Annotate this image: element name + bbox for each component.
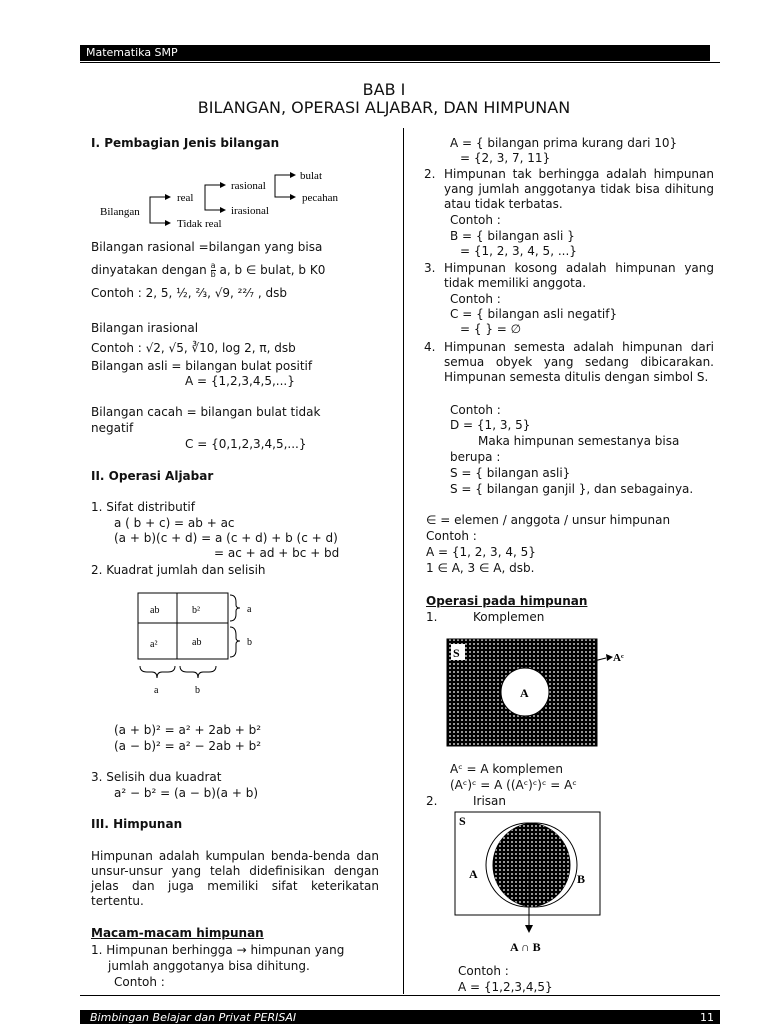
irisan-venn	[450, 808, 610, 958]
tree-pecahan: pecahan	[302, 192, 339, 204]
himpunan-definition: Himpunan adalah kumpulan benda-benda dan unsur-unsur yang telah didefinisikan dengan jelas dan juga memiliki sifat keterikatan tertentu.	[91, 849, 379, 908]
cacah-def-1: Bilangan cacah = bilangan bulat tidak	[91, 405, 321, 419]
cacah-set: C = {0,1,2,3,4,5,...}	[185, 437, 307, 451]
cacah-def-2: negatif	[91, 421, 134, 435]
macam-3-set-values: = { } = ∅	[460, 322, 522, 336]
tree-irasional: irasional	[231, 205, 269, 217]
op-distributive-c: = ac + ad + bc + bd	[214, 546, 340, 560]
irasional-label: Bilangan irasional	[91, 321, 199, 335]
macam-3-number: 3.	[424, 261, 436, 275]
brace-a-bottom: a	[154, 685, 159, 696]
header-label: Matematika SMP	[86, 46, 178, 59]
venn2-b-label: B	[577, 872, 586, 886]
macam-3-contoh: Contoh :	[450, 292, 501, 306]
op-diff-squares: 3. Selisih dua kuadrat	[91, 770, 222, 784]
venn1-ac-label: Aᶜ	[613, 652, 624, 664]
op-distributive: 1. Sifat distributif	[91, 500, 195, 514]
macam-4-number: 4.	[424, 340, 436, 354]
rasional-def-1: Bilangan rasional =bilangan yang bisa	[91, 240, 323, 254]
elemen-example: 1 ∈ A, 3 ∈ A, dsb.	[426, 561, 535, 575]
macam-heading: Macam-macam himpunan	[91, 926, 264, 940]
tree-real: real	[177, 192, 194, 204]
macam-4-text: Himpunan semesta adalah himpunan dari semua obyek yang sedang dibicarakan. Himpunan semesta ditulis dengan simbol S.	[444, 340, 714, 384]
brace-b-right: b	[247, 637, 252, 648]
venn2-s-label: S	[459, 814, 466, 828]
chapter-title: BAB I	[362, 80, 406, 99]
prima-set: A = { bilangan prima kurang dari 10}	[450, 136, 678, 150]
chapter-subtitle: BILANGAN, OPERASI ALJABAR, DAN HIMPUNAN	[197, 98, 571, 117]
macam-3-set: C = { bilangan asli negatif}	[450, 307, 618, 321]
section-3-heading: III. Himpunan	[91, 817, 183, 831]
tree-tidak-real: Tidak real	[177, 218, 222, 230]
macam-2-set: B = { bilangan asli }	[450, 229, 575, 243]
macam-1-line-2: jumlah anggotanya bisa dihitung.	[108, 959, 310, 973]
macam-2-number: 2.	[424, 167, 436, 181]
asli-def: Bilangan asli = bilangan bulat positif	[91, 359, 313, 373]
macam-4-s2: S = { bilangan ganjil }, dan sebagainya.	[450, 482, 694, 496]
grid-ab-2: ab	[192, 637, 202, 648]
irisan-label: Irisan	[473, 794, 507, 808]
op-diff-squares-formula: a² − b² = (a − b)(a + b)	[114, 786, 258, 800]
elemen-def: ∈ = elemen / anggota / unsur himpunan	[426, 513, 671, 527]
komplemen-def: Aᶜ = A komplemen	[450, 762, 563, 776]
page-footer-bar	[80, 1010, 720, 1024]
grid-a2: a²	[150, 639, 158, 650]
number-tree-diagram	[95, 165, 355, 235]
op-distributive-b: (a + b)(c + d) = a (c + d) + b (c + d)	[114, 531, 338, 545]
irisan-number: 2.	[426, 794, 438, 808]
venn1-a-label: A	[520, 686, 529, 700]
tree-rasional: rasional	[231, 180, 266, 192]
asli-set: A = {1,2,3,4,5,...}	[185, 374, 295, 388]
section-2-heading: II. Operasi Aljabar	[91, 469, 214, 483]
square-area-diagram	[130, 590, 280, 700]
elemen-set: A = {1, 2, 3, 4, 5}	[426, 545, 536, 559]
macam-1-contoh: Contoh :	[114, 975, 165, 989]
venn1-s-label: S	[453, 646, 460, 660]
rasional-example: Contoh : 2, 5, ½, ⅔, √9, ²²⁄₇ , dsb	[91, 286, 287, 300]
macam-4-berupa: berupa :	[450, 450, 501, 464]
macam-4-s1: S = { bilangan asli}	[450, 466, 571, 480]
grid-b2: b²	[192, 605, 200, 616]
op-square: 2. Kuadrat jumlah dan selisih	[91, 563, 266, 577]
macam-2-contoh: Contoh :	[450, 213, 501, 227]
komplemen-label: Komplemen	[473, 610, 545, 624]
footer-rule	[80, 995, 720, 996]
operasi-heading: Operasi pada himpunan	[426, 594, 588, 608]
footer-label: Bimbingan Belajar dan Privat PERISAI	[90, 1011, 297, 1024]
komplemen-rule: (Aᶜ)ᶜ = A ((Aᶜ)ᶜ)ᶜ = Aᶜ	[450, 778, 577, 792]
tree-bulat: bulat	[300, 170, 322, 182]
elemen-contoh: Contoh :	[426, 529, 477, 543]
section-1-heading: I. Pembagian Jenis bilangan	[91, 136, 280, 150]
page-header-bar	[80, 45, 710, 61]
tree-root: Bilangan	[100, 206, 140, 218]
venn2-a-label: A	[469, 867, 478, 881]
irasional-example: Contoh : √2, √5, ∛10, log 2, π, dsb	[91, 341, 296, 355]
rasional-def-2: dinyatakan dengan $\frac{a}{b}$ a, b ∈ bulat, b K0	[91, 261, 326, 279]
irisan-set: A = {1,2,3,4,5}	[458, 980, 553, 994]
macam-4-set-d: D = {1, 3, 5}	[450, 418, 531, 432]
macam-4-contoh: Contoh :	[450, 403, 501, 417]
macam-2-set-values: = {1, 2, 3, 4, 5, ...}	[460, 244, 577, 258]
square-sum: (a + b)² = a² + 2ab + b²	[114, 723, 262, 737]
column-divider	[403, 128, 404, 994]
prima-set-values: = {2, 3, 7, 11}	[460, 151, 551, 165]
macam-4-maka: Maka himpunan semestanya bisa	[478, 434, 680, 448]
op-distributive-a: a ( b + c) = ab + ac	[114, 516, 235, 530]
brace-b-bottom: b	[195, 685, 200, 696]
brace-a-right: a	[247, 604, 252, 615]
square-diff: (a − b)² = a² − 2ab + b²	[114, 739, 262, 753]
venn2-intersection-label: A ∩ B	[510, 940, 541, 954]
grid-ab-1: ab	[150, 605, 160, 616]
komplemen-venn	[440, 634, 640, 749]
macam-2-text: Himpunan tak berhingga adalah himpunan yang jumlah anggotanya tidak bisa dihitung atau tidak terbatas.	[444, 167, 714, 211]
header-rule	[80, 62, 720, 63]
page-number: 11	[700, 1011, 714, 1024]
komplemen-number: 1.	[426, 610, 438, 624]
irisan-contoh: Contoh :	[458, 964, 509, 978]
macam-1-line-1: 1. Himpunan berhingga → himpunan yang	[91, 943, 345, 957]
macam-3-text: Himpunan kosong adalah himpunan yang tidak memiliki anggota.	[444, 261, 714, 290]
